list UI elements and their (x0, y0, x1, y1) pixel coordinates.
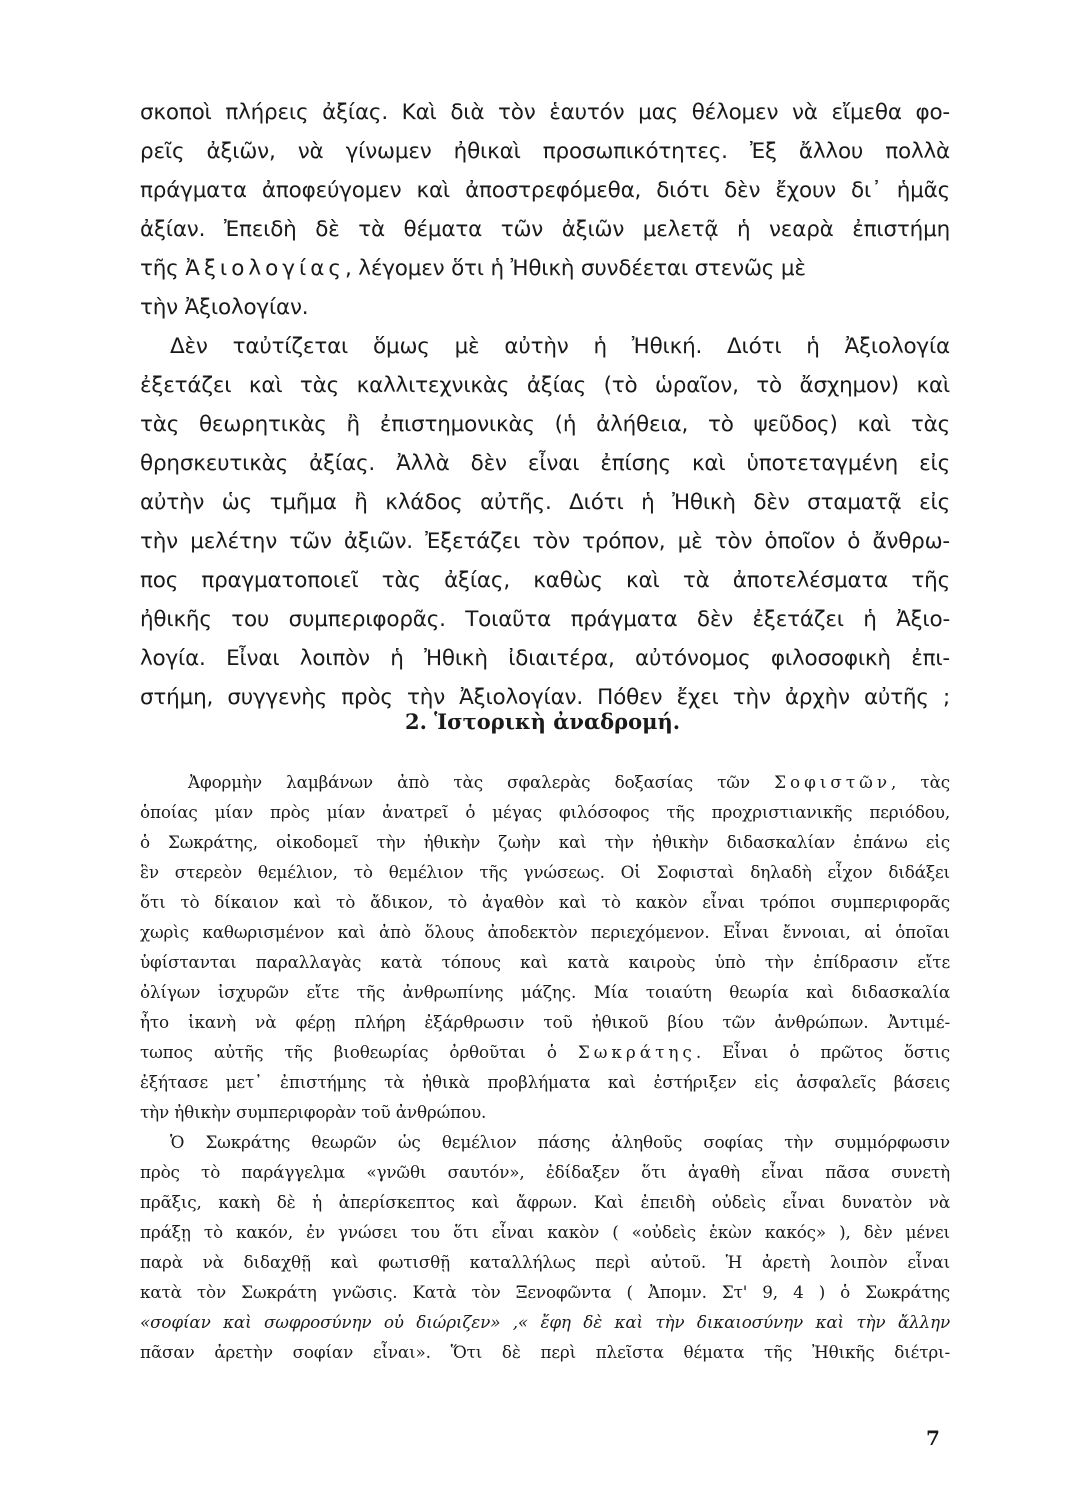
text-line: λογία. Εἶναι λοιπὸν ἡ Ἠθικὴ ἰδιαιτέρα, αὐτόνομος φιλοσοφικὴ ἐπι- (140, 646, 950, 671)
text-line: ἐξήτασε μετ᾿ ἐπιστήμης τὰ ἠθικὰ προβλήματα καὶ ἐστήριξεν εἰς ἀσφαλεῖς βάσεις (140, 1072, 950, 1092)
text-line (140, 256, 950, 281)
text-fragment: τῆς (140, 256, 179, 281)
text-line: ἓν στερεὸν θεμέλιον, τὸ θεμέλιον τῆς γνώσεως. Οἱ Σοφισταὶ δηλαδὴ εἶχον διδάξει (140, 862, 950, 882)
text-line: Δὲν ταὐτίζεται ὅμως μὲ αὐτὴν ἡ Ἠθική. Διότι ἡ Ἀξιολογία (170, 334, 950, 359)
text-line: ὅτι τὸ δίκαιον καὶ τὸ ἄδικον, τὸ ἀγαθὸν καὶ τὸ κακὸν εἶναι τρόποι συμπεριφορᾶς (140, 892, 950, 912)
text-line (140, 772, 950, 792)
text-line: τὴν ἠθικὴν συμπεριφορὰν τοῦ ἀνθρώπου. (140, 1102, 487, 1122)
text-line: ἠθικῆς του συμπεριφορᾶς. Τοιαῦτα πράγματα δὲν ἐξετάζει ἡ Ἀξιο- (140, 607, 950, 632)
text-line: πρᾶξις, κακὴ δὲ ἡ ἀπερίσκεπτος καὶ ἄφρων. Καὶ ἐπειδὴ οὐδεὶς εἶναι δυνατὸν νὰ (140, 1192, 950, 1212)
text-line: παρὰ νὰ διδαχθῇ καὶ φωτισθῇ καταλλήλως περὶ αὐτοῦ. Ἡ ἀρετὴ λοιπὸν εἶναι (140, 1252, 950, 1272)
term-sokratis: Σωκράτης (577, 1042, 696, 1062)
text-fragment: , τὰς (891, 772, 951, 792)
text-line: Ὁ Σωκράτης θεωρῶν ὡς θεμέλιον πάσης ἀληθοῦς σοφίας τὴν συμμόρφωσιν (170, 1132, 950, 1152)
text-line: κατὰ τὸν Σωκράτη γνῶσις. Κατὰ τὸν Ξενοφῶντα ( Ἀπομν. Στ' 9, 4 ) ὁ Σωκράτης (140, 1282, 950, 1302)
text-line: ἦτο ἱκανὴ νὰ φέρῃ πλήρη ἐξάρθρωσιν τοῦ ἠθικοῦ βίου τῶν ἀνθρώπων. Ἀντιμέ- (140, 1012, 950, 1032)
text-line: πος πραγματοποιεῖ τὰς ἀξίας, καθὼς καὶ τὰ ἀποτελέσματα τῆς (140, 568, 950, 593)
text-fragment: Ἀφορμὴν λαμβάνων ἀπὸ τὰς σφαλερὰς δοξασίας τῶν (188, 772, 750, 792)
text-line: πράξῃ τὸ κακόν, ἐν γνώσει του ὅτι εἶναι κακὸν ( «οὐδεὶς ἑκὼν κακός» ), δὲν μένει (140, 1222, 950, 1242)
text-line: ὁ Σωκράτης, οἰκοδομεῖ τὴν ἠθικὴν ζωὴν καὶ τὴν ἠθικὴν διδασκαλίαν ἐπάνω εἰς (140, 832, 950, 852)
text-line: «σοφίαν καὶ σωφροσύνην οὐ διώριζεν» ,« ἔφη δὲ καὶ τὴν δικαιοσύνην καὶ τὴν ἄλλην (140, 1312, 950, 1332)
text-fragment: , λέγομεν ὅτι ἡ Ἠθικὴ συνδέεται στενῶς μὲ (345, 256, 806, 281)
section-heading: 2. Ἱστορικὴ ἀναδρομή. (404, 709, 681, 734)
term-sofistai: Σοφιστῶν (774, 772, 892, 792)
text-line: ἀξίαν. Ἐπειδὴ δὲ τὰ θέματα τῶν ἀξιῶν μελετᾷ ἡ νεαρὰ ἐπιστήμη (140, 217, 950, 242)
text-line: σκοποὶ πλήρεις ἀξίας. Καὶ διὰ τὸν ἑαυτόν μας θέλομεν νὰ εἴμεθα φο- (140, 100, 950, 125)
text-line (140, 1042, 950, 1062)
text-fragment: . Εἶναι ὁ πρῶτος ὅστις (695, 1042, 950, 1062)
text-line: χωρὶς καθωρισμένον καὶ ἀπὸ ὅλους ἀποδεκτὸν περιεχόμενον. Εἶναι ἔννοιαι, αἱ ὁποῖαι (140, 922, 950, 942)
text-line: πᾶσαν ἀρετὴν σοφίαν εἶναι». Ὅτι δὲ περὶ πλεῖστα θέματα τῆς Ἠθικῆς διέτρι- (140, 1342, 950, 1362)
text-line: ὀλίγων ἰσχυρῶν εἴτε τῆς ἀνθρωπίνης μάζης. Μία τοιαύτη θεωρία καὶ διδασκαλία (140, 982, 950, 1002)
text-line: αὐτὴν ὡς τμῆμα ἢ κλάδος αὐτῆς. Διότι ἡ Ἠθικὴ δὲν σταματᾷ εἰς (140, 490, 950, 515)
term-axiologia: Ἀξιολογίας (185, 256, 346, 281)
text-line: τὰς θεωρητικὰς ἢ ἐπιστημονικὰς (ἡ ἀλήθεια, τὸ ψεῦδος) καὶ τὰς (140, 412, 950, 437)
text-line: στήμη, συγγενὴς πρὸς τὴν Ἀξιολογίαν. Πόθεν ἔχει τὴν ἀρχὴν αὐτῆς ; (140, 685, 950, 710)
text-line: ὑφίστανται παραλλαγὰς κατὰ τόπους καὶ κατὰ καιροὺς ὑπὸ τὴν ἐπίδρασιν εἴτε (140, 952, 950, 972)
page-number: 7 (926, 1426, 940, 1450)
text-line: ὁποίας μίαν πρὸς μίαν ἀνατρεῖ ὁ μέγας φιλόσοφος τῆς προχριστιανικῆς περιόδου, (140, 802, 950, 822)
text-line: τὴν μελέτην τῶν ἀξιῶν. Ἐξετάζει τὸν τρόπον, μὲ τὸν ὁποῖον ὁ ἄνθρω- (140, 529, 950, 554)
text-line: πρὸς τὸ παράγγελμα «γνῶθι σαυτόν», ἐδίδαξεν ὅτι ἀγαθὴ εἶναι πᾶσα συνετὴ (140, 1162, 950, 1182)
text-fragment: τωπος αὐτῆς τῆς βιοθεωρίας ὀρθοῦται ὁ (140, 1042, 557, 1062)
text-line: ἐξετάζει καὶ τὰς καλλιτεχνικὰς ἀξίας (τὸ ὡραῖον, τὸ ἄσχημον) καὶ (140, 373, 950, 398)
text-line: ρεῖς ἀξιῶν, νὰ γίνωμεν ἠθικαὶ προσωπικότητες. Ἐξ ἄλλου πολλὰ (140, 139, 950, 164)
text-line: θρησκευτικὰς ἀξίας. Ἀλλὰ δὲν εἶναι ἐπίσης καὶ ὑποτεταγμένη εἰς (140, 451, 950, 476)
text-line: τὴν Ἀξιολογίαν. (140, 295, 309, 320)
text-line: πράγματα ἀποφεύγομεν καὶ ἀποστρεφόμεθα, διότι δὲν ἔχουν δι᾿ ἡμᾶς (140, 178, 950, 203)
